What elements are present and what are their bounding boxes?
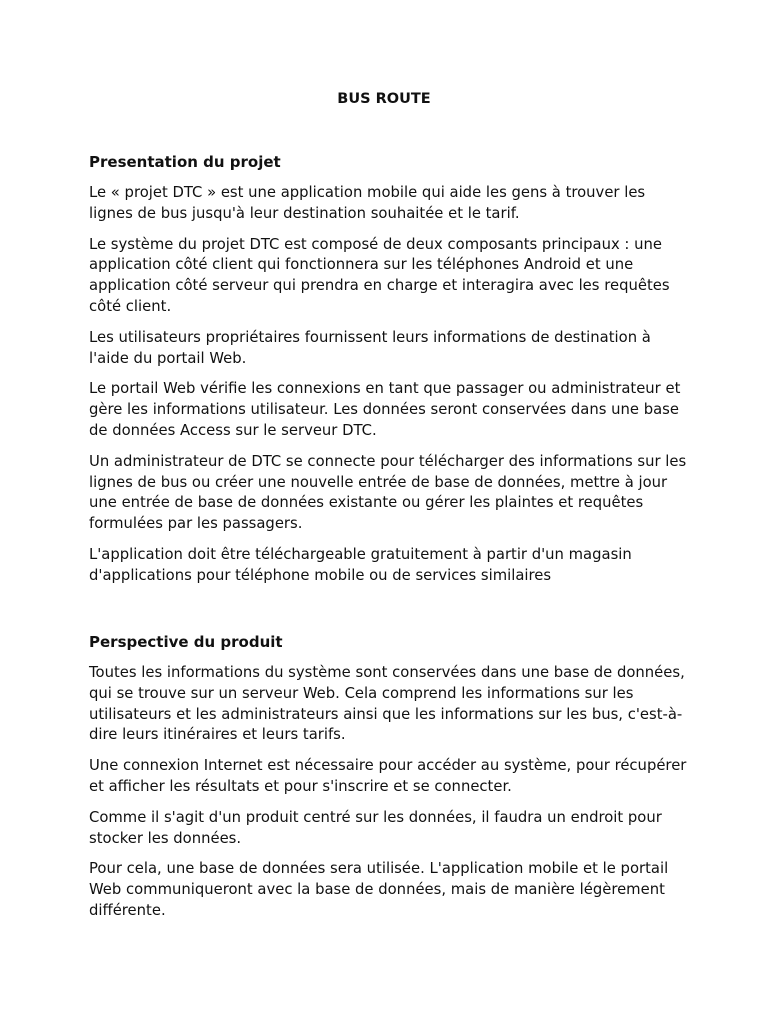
section-heading: Presentation du projet [89, 153, 281, 171]
document-title: BUS ROUTE [337, 91, 431, 107]
section-perspective [89, 632, 689, 932]
section-heading: Perspective du produit [89, 633, 283, 651]
paragraph: Pour cela, une base de données sera utilisée. L'application mobile et le portail Web communiqueront avec la base de données, mais de manière légèrement différente. [89, 860, 669, 919]
paragraph: Le « projet DTC » est une application mobile qui aide les gens à trouver les lignes de bus jusqu'à leur destination souhaitée et le tarif. [89, 184, 646, 222]
paragraph: Une connexion Internet est nécessaire pour accéder au système, pour récupérer et afficher les résultats et pour s'inscrire et se connecter. [89, 757, 687, 795]
paragraph: Comme il s'agit d'un produit centré sur les données, il faudra un endroit pour stocker les données. [89, 808, 662, 847]
paragraph: Toutes les informations du système sont conservées dans une base de données, qui se trouve sur un serveur Web. Cela comprend les informations sur les utilisateurs et les administrateurs ainsi que les informations sur les bus, c'est-à-dire leurs itinéraires et leurs tarifs. [89, 664, 685, 744]
paragraph: Le système du projet DTC est composé de deux composants principaux : une application côté client qui fonctionnera sur les téléphones Android et une application côté serveur qui prendra en charge et interagira avec les requêtes côté client. [89, 235, 670, 315]
paragraph: Le portail Web vérifie les connexions en tant que passager ou administrateur et gère les informations utilisateur. Les données seront conservées dans une base de données Access sur le serveur DTC. [89, 380, 681, 439]
paragraph: Un administrateur de DTC se connecte pour télécharger des informations sur les lignes de bus ou créer une nouvelle entrée de base de données, mettre à jour une entrée de base de données existante ou gérer les plaintes et requêtes formulées par les passagers. [89, 452, 687, 533]
section-presentation [89, 152, 689, 597]
paragraph: L'application doit être téléchargeable gratuitement à partir d'un magasin d'applications pour téléphone mobile ou de services similaires [89, 545, 632, 584]
paragraph: Les utilisateurs propriétaires fournissent leurs informations de destination à l'aide du portail Web. [89, 328, 651, 367]
